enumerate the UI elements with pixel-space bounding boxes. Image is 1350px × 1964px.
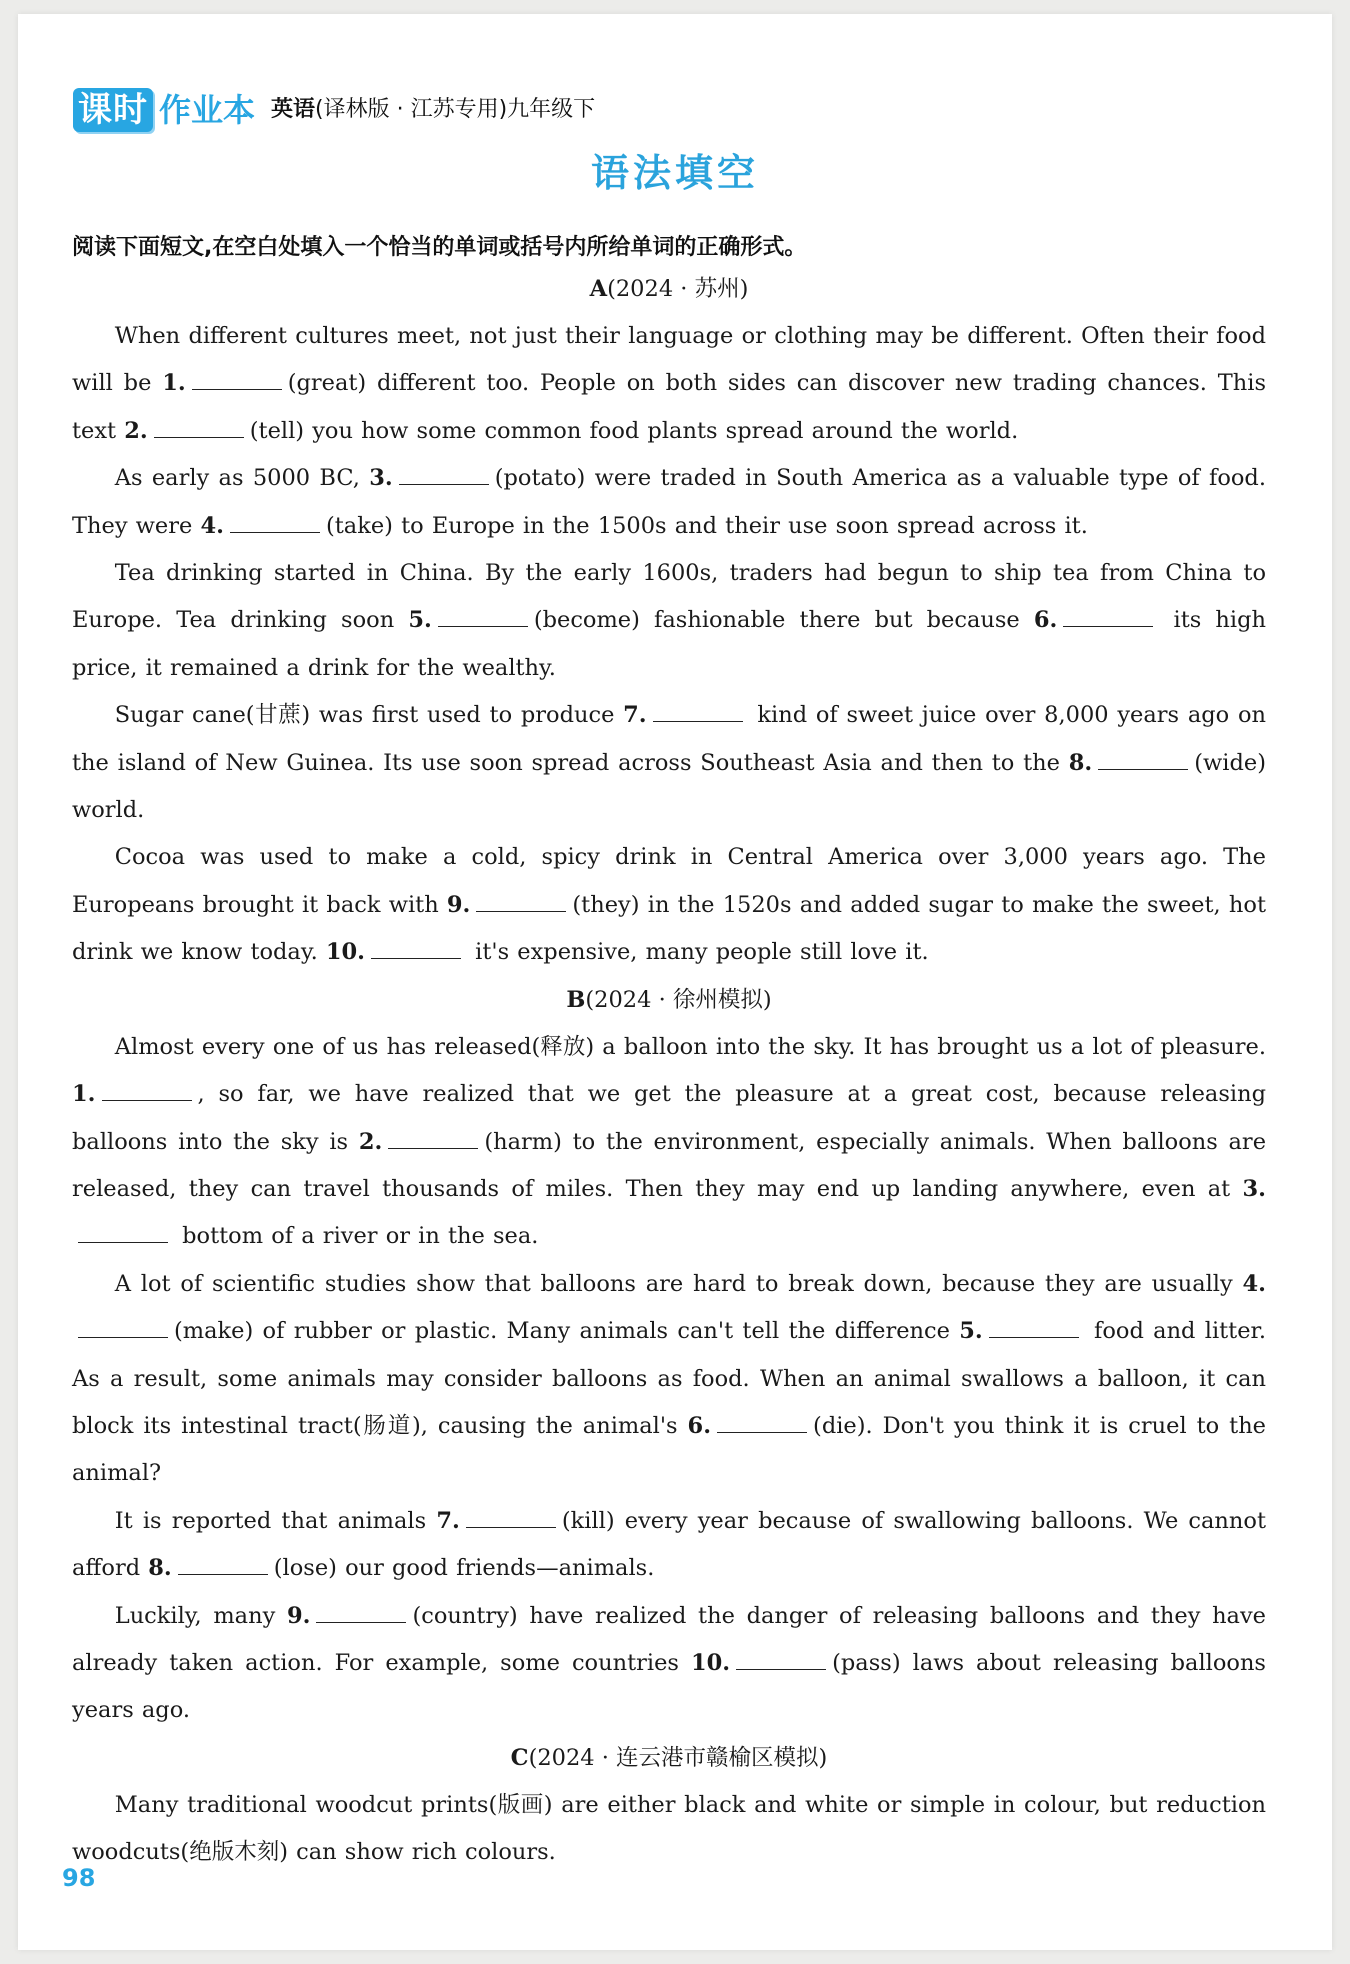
passage-text: (great) different too. People on both sides can discover new trading chances. This text	[72, 370, 1267, 444]
answer-blank[interactable]	[653, 701, 743, 722]
exercise-instruction: 阅读下面短文,在空白处填入一个恰当的单词或括号内所给单词的正确形式。	[72, 235, 807, 260]
subject-edition: (译林版 · 江苏专用)九年级下	[315, 97, 596, 122]
blank-number: 3.	[1242, 1175, 1266, 1202]
passage-text: (they) in the 1520s and added sugar to make the sweet, hot drink we know today.	[72, 891, 1266, 966]
paragraph	[72, 313, 1266, 455]
part-b-passage	[72, 1024, 1266, 1735]
part-c-letter: C	[510, 1744, 529, 1771]
blank-number: 8.	[1068, 749, 1093, 776]
passage-text: (pass) laws about releasing balloons years ago.	[72, 1649, 1266, 1724]
passage-text: A lot of scientific studies show that balloons are hard to break down, because they are usually	[114, 1270, 1243, 1297]
passage-text: bottom of a river or in the sea.	[174, 1223, 539, 1250]
part-b-letter: B	[566, 986, 586, 1013]
blank-number: 6.	[687, 1412, 712, 1439]
passage-text: (make) of rubber or plastic. Many animals can't tell the difference	[174, 1318, 960, 1345]
passage-text: (become) fashionable there but because	[533, 607, 1034, 634]
passage-text: food and litter. As a result, some animals may consider balloons as food. When an animal swallows a balloon, it can block its intestinal tract(肠道), causing the animal's	[72, 1318, 1266, 1439]
passage-text: Sugar cane(甘蔗) was first used to produce	[114, 702, 624, 729]
exercise-body	[72, 266, 1266, 1877]
answer-blank[interactable]	[192, 369, 282, 390]
passage-text: (tell) you how some common food plants spread around the world.	[249, 417, 1019, 444]
paragraph	[72, 550, 1266, 692]
part-c-source: (2024 · 连云港市赣榆区模拟)	[528, 1744, 828, 1771]
passage-text: When different cultures meet, not just their language or clothing may be different. Often their food will be	[72, 323, 1266, 397]
passage-text: Luckily, many	[114, 1602, 287, 1629]
passage-text: (country) have realized the danger of releasing balloons and they have already taken action. For example, some countries	[72, 1602, 1267, 1676]
answer-blank[interactable]	[438, 606, 528, 627]
passage-text: , so far, we have realized that we get the pleasure at a great cost, because releasing balloons into the sky is	[72, 1081, 1266, 1155]
part-a-heading	[72, 266, 1266, 313]
part-b-heading	[72, 977, 1266, 1024]
paragraph	[72, 1498, 1266, 1593]
subject-label	[271, 88, 595, 132]
blank-number: 6.	[1033, 607, 1058, 634]
blank-number: 1.	[162, 370, 186, 397]
answer-blank[interactable]	[78, 1222, 168, 1243]
passage-text: (lose) our good friends—animals.	[273, 1555, 655, 1582]
blank-number: 4.	[200, 512, 224, 539]
workbook-page	[18, 14, 1332, 1950]
blank-number: 4.	[1242, 1270, 1266, 1297]
answer-blank[interactable]	[476, 891, 566, 912]
passage-text: It is reported that animals	[114, 1507, 437, 1534]
brand-logo-box: 课时	[73, 88, 153, 132]
part-c-passage	[72, 1782, 1266, 1877]
part-b-source: (2024 · 徐州模拟)	[585, 986, 772, 1013]
answer-blank[interactable]	[316, 1602, 406, 1623]
blank-number: 9.	[446, 891, 471, 918]
passage-text: Tea drinking started in China. By the early 1600s, traders had begun to ship tea from China to Europe. Tea drinking soon	[72, 560, 1266, 634]
paragraph	[72, 455, 1266, 550]
blank-number: 7.	[436, 1507, 460, 1534]
passage-text: kind of sweet juice over 8,000 years ago on the island of New Guinea. Its use soon spread across Southeast Asia and then to the	[72, 702, 1266, 776]
part-a-source: (2024 · 苏州)	[607, 276, 749, 302]
blank-number: 5.	[408, 607, 432, 634]
paragraph	[72, 1024, 1266, 1261]
answer-blank[interactable]	[717, 1412, 807, 1433]
passage-text: it's expensive, many people still love it.	[467, 939, 929, 966]
answer-blank[interactable]	[736, 1649, 826, 1670]
part-c-heading	[72, 1735, 1266, 1782]
passage-text: Almost every one of us has released(释放) a balloon into the sky. It has brought us a lot of pleasure.	[114, 1033, 1266, 1060]
passage-text: As early as 5000 BC,	[114, 465, 370, 492]
answer-blank[interactable]	[178, 1554, 268, 1575]
passage-text: (wide) world.	[72, 749, 1266, 824]
answer-blank[interactable]	[989, 1317, 1079, 1338]
blank-number: 10.	[325, 939, 366, 966]
paragraph	[72, 1593, 1266, 1735]
passage-text: (die). Don't you think it is cruel to the animal?	[72, 1412, 1266, 1487]
blank-number: 8.	[148, 1555, 172, 1582]
brand-logo-text: 作业本	[159, 91, 256, 129]
paragraph	[72, 692, 1266, 834]
paragraph	[72, 834, 1266, 976]
blank-number: 7.	[623, 702, 647, 729]
blank-number: 9.	[286, 1602, 311, 1629]
blank-number: 1.	[72, 1081, 96, 1108]
passage-text: (potato) were traded in South America as a valuable type of food. They were	[72, 465, 1266, 539]
blank-number: 2.	[358, 1128, 383, 1155]
answer-blank[interactable]	[388, 1128, 478, 1149]
passage-text: Cocoa was used to make a cold, spicy drink in Central America over 3,000 years ago. The Europeans brought it back with	[72, 844, 1266, 918]
answer-blank[interactable]	[399, 464, 489, 485]
answer-blank[interactable]	[466, 1507, 556, 1528]
answer-blank[interactable]	[1098, 749, 1188, 770]
page-number: 98	[62, 1864, 96, 1892]
section-title: 语法填空	[590, 150, 759, 195]
subject-name: 英语	[271, 97, 316, 122]
paragraph	[72, 1261, 1266, 1498]
answer-blank[interactable]	[154, 417, 244, 438]
passage-text: (kill) every year because of swallowing balloons. We cannot afford	[72, 1507, 1266, 1582]
answer-blank[interactable]	[78, 1317, 168, 1338]
passage-text: its high price, it remained a drink for the wealthy.	[72, 607, 1267, 681]
answer-blank[interactable]	[1063, 606, 1153, 627]
part-a-passage	[72, 313, 1266, 977]
passage-text: (take) to Europe in the 1500s and their use soon spread across it.	[325, 512, 1088, 539]
paragraph	[72, 1782, 1266, 1877]
blank-number: 2.	[124, 417, 148, 444]
page-header	[73, 72, 595, 132]
answer-blank[interactable]	[102, 1080, 192, 1101]
part-a-letter: A	[589, 276, 608, 302]
passage-text: (harm) to the environment, especially animals. When balloons are released, they can travel thousands of miles. Then they may end up landing anywhere, even at	[72, 1128, 1267, 1202]
blank-number: 3.	[369, 465, 393, 492]
passage-text: Many traditional woodcut prints(版画) are either black and white or simple in colour, but reduction woodcuts(绝版木刻) can show rich colours.	[72, 1791, 1266, 1866]
answer-blank[interactable]	[230, 512, 320, 533]
blank-number: 5.	[959, 1318, 983, 1345]
answer-blank[interactable]	[371, 938, 461, 959]
blank-number: 10.	[690, 1649, 731, 1676]
